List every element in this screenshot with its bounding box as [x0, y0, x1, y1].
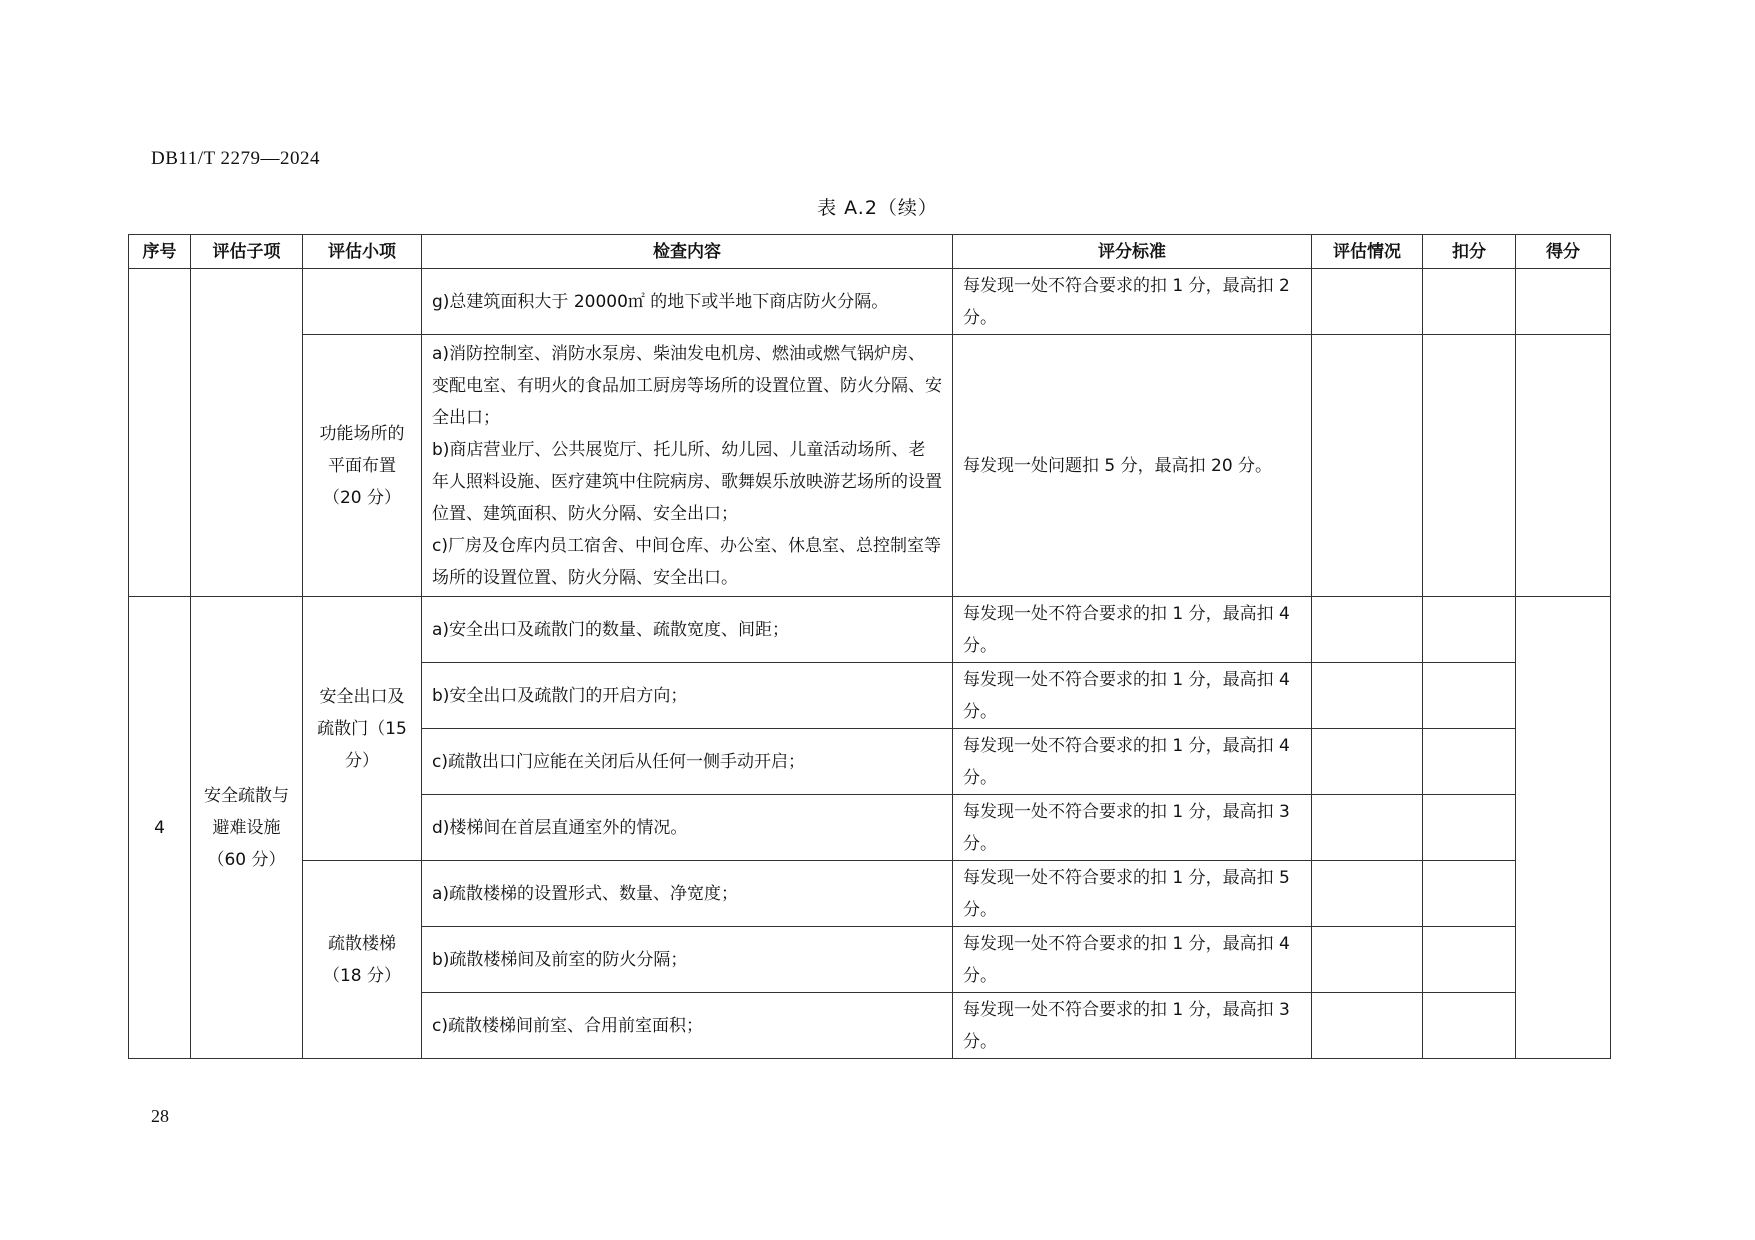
table-row: [129, 597, 1611, 663]
deduction-cell: [1423, 597, 1516, 663]
deduction-cell: [1423, 335, 1516, 597]
page-number: 28: [151, 1106, 169, 1126]
subitem-cell: [191, 269, 303, 597]
item-cell: [303, 269, 422, 335]
deduction-cell: [1423, 795, 1516, 861]
evaluation-cell: [1312, 861, 1423, 927]
deduction-cell: [1423, 927, 1516, 993]
col-header-subitem: 评估子项: [191, 235, 303, 269]
col-header-no: 序号: [129, 235, 191, 269]
content-cell: b)疏散楼梯间及前室的防火分隔；: [422, 927, 953, 993]
content-cell: a)疏散楼梯的设置形式、数量、净宽度；: [422, 861, 953, 927]
item-cell: 功能场所的平面布置（20 分）: [303, 335, 422, 597]
deduction-cell: [1423, 269, 1516, 335]
assessment-table: [128, 234, 1611, 1059]
document-code: DB11/T 2279—2024: [151, 148, 320, 169]
col-header-content: 检查内容: [422, 235, 953, 269]
evaluation-cell: [1312, 993, 1423, 1059]
col-header-deduction: 扣分: [1423, 235, 1516, 269]
standard-cell: 每发现一处问题扣 5 分，最高扣 20 分。: [953, 335, 1312, 597]
content-cell: [422, 335, 953, 597]
col-header-standard: 评分标准: [953, 235, 1312, 269]
standard-cell: 每发现一处不符合要求的扣 1 分，最高扣 4 分。: [953, 597, 1312, 663]
evaluation-cell: [1312, 729, 1423, 795]
deduction-cell: [1423, 729, 1516, 795]
deduction-cell: [1423, 861, 1516, 927]
evaluation-cell: [1312, 795, 1423, 861]
content-cell: b)安全出口及疏散门的开启方向；: [422, 663, 953, 729]
score-cell: [1516, 335, 1611, 597]
content-line-a: a)消防控制室、消防水泵房、柴油发电机房、燃油或燃气锅炉房、变配电室、有明火的食品加工厨房等场所的设置位置、防火分隔、安全出口；: [432, 343, 942, 428]
deduction-cell: [1423, 993, 1516, 1059]
content-line-c: c)厂房及仓库内员工宿舍、中间仓库、办公室、休息室、总控制室等场所的设置位置、防火分隔、安全出口。: [432, 535, 941, 588]
evaluation-cell: [1312, 663, 1423, 729]
evaluation-cell: [1312, 269, 1423, 335]
item-cell: 安全出口及疏散门（15 分）: [303, 597, 422, 861]
score-cell: [1516, 597, 1611, 1059]
evaluation-cell: [1312, 335, 1423, 597]
standard-cell: 每发现一处不符合要求的扣 1 分，最高扣 5 分。: [953, 861, 1312, 927]
standard-cell: 每发现一处不符合要求的扣 1 分，最高扣 4 分。: [953, 729, 1312, 795]
content-line-b: b)商店营业厅、公共展览厅、托儿所、幼儿园、儿童活动场所、老年人照料设施、医疗建筑中住院病房、歌舞娱乐放映游艺场所的设置位置、建筑面积、防火分隔、安全出口；: [432, 439, 942, 524]
table-title: 表 A.2（续）: [817, 197, 938, 219]
col-header-item: 评估小项: [303, 235, 422, 269]
deduction-cell: [1423, 663, 1516, 729]
col-header-score: 得分: [1516, 235, 1611, 269]
standard-cell: 每发现一处不符合要求的扣 1 分，最高扣 4 分。: [953, 927, 1312, 993]
content-cell: g)总建筑面积大于 20000㎡ 的地下或半地下商店防火分隔。: [422, 269, 953, 335]
evaluation-cell: [1312, 597, 1423, 663]
content-cell: c)疏散出口门应能在关闭后从任何一侧手动开启；: [422, 729, 953, 795]
col-header-evaluation: 评估情况: [1312, 235, 1423, 269]
no-cell: 4: [129, 597, 191, 1059]
subitem-cell: 安全疏散与避难设施（60 分）: [191, 597, 303, 1059]
item-cell: 疏散楼梯（18 分）: [303, 861, 422, 1059]
standard-cell: 每发现一处不符合要求的扣 1 分，最高扣 3 分。: [953, 795, 1312, 861]
table-row: [129, 335, 1611, 597]
table-row: [129, 861, 1611, 927]
standard-cell: 每发现一处不符合要求的扣 1 分，最高扣 3 分。: [953, 993, 1312, 1059]
evaluation-cell: [1312, 927, 1423, 993]
content-cell: a)安全出口及疏散门的数量、疏散宽度、间距；: [422, 597, 953, 663]
score-cell: [1516, 269, 1611, 335]
content-cell: c)疏散楼梯间前室、合用前室面积；: [422, 993, 953, 1059]
table-header-row: [129, 235, 1611, 269]
no-cell: [129, 269, 191, 597]
content-cell: d)楼梯间在首层直通室外的情况。: [422, 795, 953, 861]
table-row: [129, 269, 1611, 335]
standard-cell: 每发现一处不符合要求的扣 1 分，最高扣 4 分。: [953, 663, 1312, 729]
standard-cell: 每发现一处不符合要求的扣 1 分，最高扣 2 分。: [953, 269, 1312, 335]
